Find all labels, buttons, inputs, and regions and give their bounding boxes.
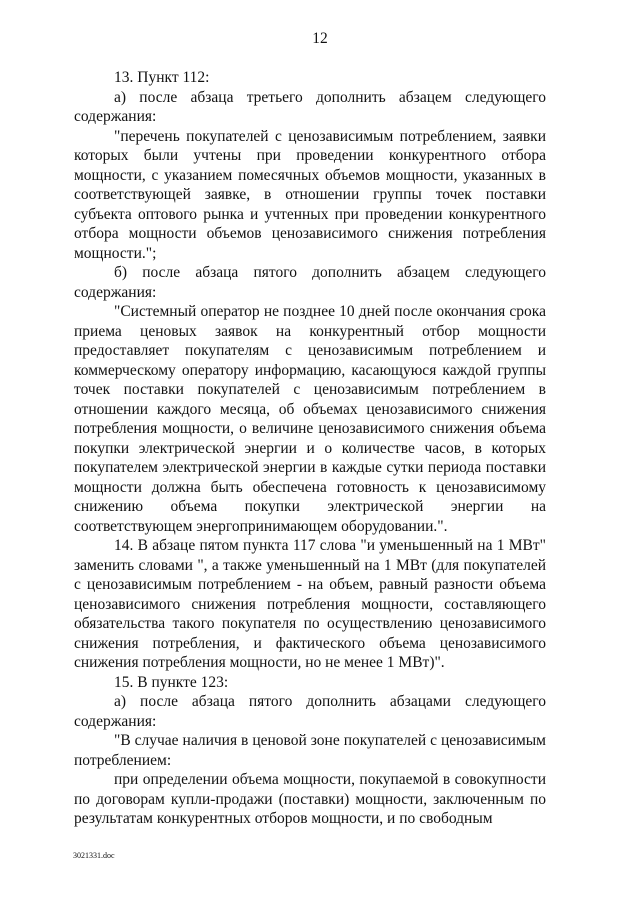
paragraph-item-13-heading: 13. Пункт 112: <box>114 69 210 86</box>
paragraph-item-15-heading: 15. В пункте 123: <box>114 673 229 691</box>
paragraph-item-14: 14. В абзаце пятом пункта 117 слова "и уменьшенный на 1 МВт" заменить словами ", а также уменьшенный на 1 МВт (для покупателей с ценозависимым потреблением - на объем, равный разности объема ценозависимого снижения потребления мощности, составляющего обязательства такого покупателя по осуществлению ценозависимого снижения потребления, и фактического объема ценозависимого снижения потребления мощности, но не менее 1 МВт)". <box>74 537 546 671</box>
paragraph-subitem-a-intro-2: а) после абзаца пятого дополнить абзацами следующего содержания: <box>74 693 546 730</box>
document-file-code: 3021331.doc <box>73 851 115 860</box>
document-body <box>74 68 546 829</box>
paragraph-volume-determination: при определении объема мощности, покупаемой в совокупности по договорам купли-продажи (поставки) мощности, заключенным по результатам конкурентных отборов мощности, и по свободным <box>74 771 546 827</box>
paragraph-quote-system-operator: "Системный оператор не позднее 10 дней после окончания срока приема ценовых заявок на конкурентный отбор мощности предоставляет покупателям с ценозависимым потреблением и коммерческому оператору информацию, касающуюся каждой группы точек поставки покупателей с ценозависимым потреблением в отношении каждого месяца, об объемах ценозависимого снижения потребления мощности, о величине ценозависимого снижения объема покупки электрической энергии и о количестве часов, в которых покупателем электрической энергии в каждые сутки периода поставки мощности должна быть обеспечена готовность к ценозависимому снижению объема покупки электрической энергии на соответствующем энергопринимающем оборудовании.". <box>74 303 546 535</box>
paragraph-subitem-b-intro: б) после абзаца пятого дополнить абзацем следующего содержания: <box>74 264 546 301</box>
paragraph-quote-price-zone: "В случае наличия в ценовой зоне покупателей с ценозависимым потреблением: <box>74 732 546 769</box>
paragraph-quote-buyers-list: "перечень покупателей с ценозависимым потреблением, заявки которых были учтены при проведении конкурентного отбора мощности, с указанием помесячных объемов мощности, указанных в соответствующей заявке, в отношении группы точек поставки субъекта оптового рынка и учтенных при проведении конкурентного отбора мощности объемов ценозависимого снижения потребления мощности."; <box>74 127 546 262</box>
page-number: 12 <box>312 30 328 47</box>
paragraph-subitem-a-intro: а) после абзаца третьего дополнить абзацем следующего содержания: <box>74 88 546 125</box>
